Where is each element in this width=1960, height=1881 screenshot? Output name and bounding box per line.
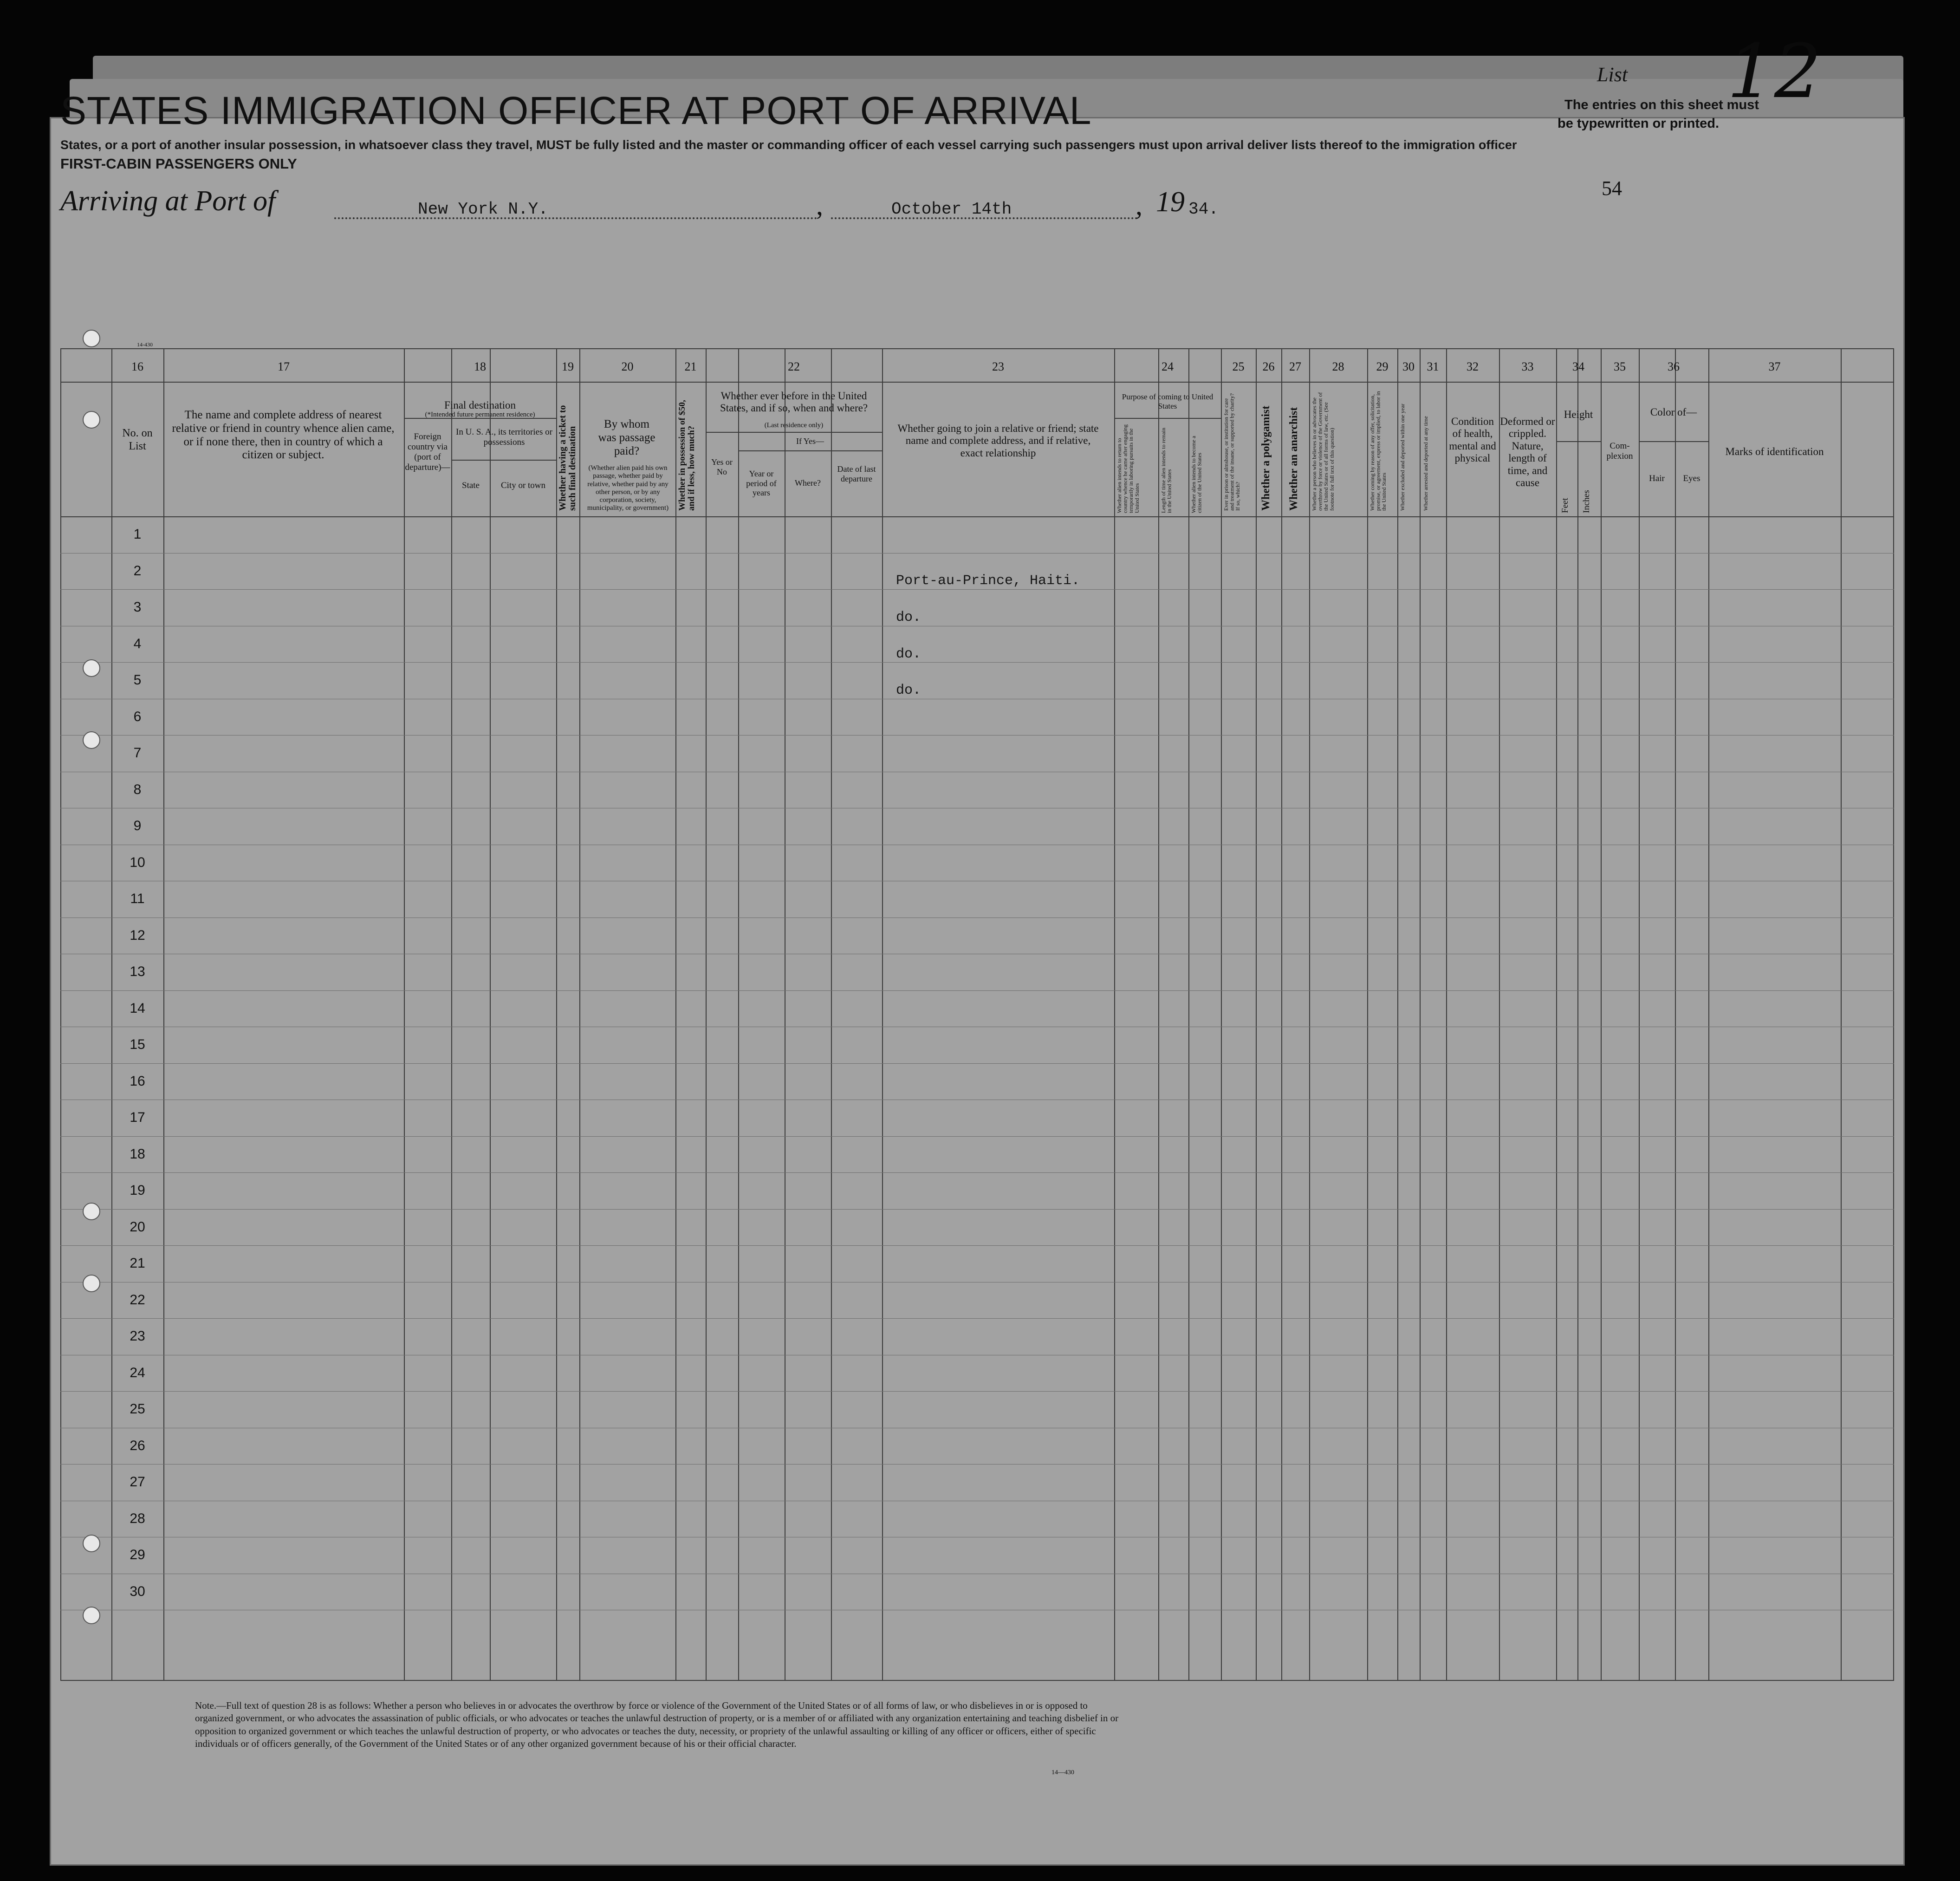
header-col22-yesno: Yes or No	[711, 457, 733, 476]
col-number: 27	[1289, 360, 1301, 373]
table-bottom-border	[60, 1680, 1894, 1681]
table-row	[60, 1063, 1894, 1064]
col-number: 21	[684, 360, 697, 373]
instruction-line-2: be typewritten or printed.	[1558, 116, 1720, 131]
table-row	[60, 1209, 1894, 1210]
year-prefix: 19	[1156, 186, 1185, 218]
row-number: 16	[130, 1073, 145, 1089]
header-col25: Ever in prison or almshouse, or institution for care and treatment of the insane, or supported by charity? If so, which?	[1223, 393, 1241, 511]
header-col18-note: (*Intended future permanent residence)	[425, 411, 535, 418]
table-row	[60, 1391, 1894, 1392]
col-number: 17	[278, 360, 290, 373]
row-number: 29	[130, 1547, 145, 1562]
col-border	[831, 348, 832, 1681]
header-col23: Whether going to join a relative or friend; state name and complete address, and if relative, exact relationship	[897, 423, 1099, 459]
header-col18-state: State	[462, 481, 480, 490]
col-number: 37	[1768, 360, 1781, 373]
header-col22-title: Whether ever before in the United States, and if so, when and where?	[720, 390, 868, 414]
col-border	[1158, 348, 1159, 1681]
col-border	[706, 348, 707, 1681]
entry-row1-destination: Port-au-Prince, Haiti.	[896, 573, 1080, 589]
row-number: 27	[130, 1474, 145, 1490]
row-number: 2	[133, 563, 142, 579]
col24-divider	[1114, 418, 1221, 419]
table-row	[60, 1172, 1894, 1173]
col-border	[1281, 348, 1282, 1681]
list-number: 12	[1727, 28, 1822, 115]
comma-separator-2: ,	[1136, 190, 1142, 221]
col22-divider	[706, 432, 882, 433]
manifest-table	[60, 348, 1894, 1681]
col-border	[738, 348, 739, 1681]
col-border	[490, 348, 491, 1681]
entry-row2-destination: do.	[896, 610, 922, 625]
page-title: STATES IMMIGRATION OFFICER AT PORT OF ARRIVAL	[60, 89, 1092, 132]
port-value: New York N.Y.	[418, 200, 548, 219]
col-number: 30	[1402, 360, 1415, 373]
col-number: 25	[1232, 360, 1245, 373]
table-row	[60, 662, 1894, 663]
header-col20-title: By whom was passage paid?	[598, 418, 655, 457]
table-row	[60, 1136, 1894, 1137]
header-col24-c: Whether alien intends to become a citizen of the United States	[1190, 436, 1203, 513]
header-col18-foreign: Foreign country via (port of departure)—	[405, 432, 450, 472]
header-col35: Com-plexion	[1606, 441, 1633, 461]
form-code-top: 14-430	[137, 341, 153, 348]
row-number: 18	[130, 1146, 145, 1162]
subtitle: States, or a port of another insular possession, in whatsoever class they travel, MUST be fully listed and the master or commanding officer of each vessel carrying such passengers must upon arrival deliver lists thereof to the immigration officer	[60, 138, 1517, 152]
col-border	[675, 348, 676, 1681]
col-number: 16	[131, 360, 143, 373]
header-col24-b: Length of time alien intends to remain in the United States	[1160, 428, 1173, 513]
header-col34-feet: Feet	[1560, 498, 1570, 513]
row-number: 22	[130, 1292, 145, 1308]
date-value: October 14th	[891, 200, 1012, 219]
header-col17: The name and complete address of nearest relative or friend in country whence alien came, or if none there, then in country of which a citizen or subject.	[172, 409, 395, 462]
col-border	[1114, 348, 1115, 1681]
table-row	[60, 1318, 1894, 1319]
header-col32: Condition of health, mental and physical	[1449, 416, 1496, 464]
row-number: 30	[130, 1583, 145, 1599]
header-col16: No. on List	[122, 427, 153, 452]
col-border	[1499, 348, 1500, 1681]
entry-row3-destination: do.	[896, 646, 922, 662]
col-number: 19	[562, 360, 574, 373]
header-col36-hair: Hair	[1649, 474, 1665, 483]
row-number: 15	[130, 1037, 145, 1052]
row-number: 28	[130, 1510, 145, 1526]
year-suffix: 34.	[1188, 200, 1219, 219]
col-border	[1256, 348, 1257, 1681]
row-number: 11	[130, 891, 145, 906]
col-border	[1420, 348, 1421, 1681]
col34-divider	[1556, 441, 1601, 442]
header-col21: Whether in possession of $50, and if less, how much?	[677, 400, 696, 511]
header-col24-title: Purpose of coming to United States	[1122, 392, 1214, 410]
col-number: 29	[1376, 360, 1389, 373]
col-border	[1841, 348, 1842, 1681]
col-border	[579, 348, 580, 1681]
col-border	[1577, 348, 1578, 1681]
col-border	[1188, 348, 1189, 1681]
header-col37: Marks of identification	[1725, 446, 1824, 457]
col-number: 24	[1162, 360, 1174, 373]
header-col20-note: (Whether alien paid his own passage, whether paid by relative, whether paid by any other person, or by any corporation, society, municipality, or government)	[587, 464, 669, 512]
col-border	[556, 348, 557, 1681]
row-number: 24	[130, 1365, 145, 1380]
row-number: 1	[133, 527, 142, 542]
row-number: 8	[133, 781, 142, 797]
col22-ifyes-divider	[738, 450, 882, 451]
col-number: 31	[1427, 360, 1439, 373]
row-number: 17	[130, 1110, 145, 1125]
binder-hole	[83, 1275, 100, 1292]
row-number: 7	[133, 745, 142, 761]
row-number: 23	[130, 1328, 145, 1344]
row-number: 12	[130, 927, 145, 943]
port-underline	[334, 217, 817, 219]
col-border	[1446, 348, 1447, 1681]
col-border	[1221, 348, 1222, 1681]
col-border	[163, 348, 164, 1681]
binder-hole	[83, 411, 100, 429]
col-number: 20	[621, 360, 634, 373]
col-number: 28	[1332, 360, 1344, 373]
header-col33: Deformed or crippled. Nature, length of time, and cause	[1500, 416, 1555, 489]
header-col27: Whether an anarchist	[1288, 407, 1300, 511]
header-col22-ifyes: If Yes—	[796, 436, 824, 446]
binder-hole	[83, 330, 100, 347]
col-border	[1639, 348, 1640, 1681]
passenger-class: FIRST-CABIN PASSENGERS ONLY	[60, 156, 297, 172]
column-number-divider	[60, 382, 1894, 383]
binder-hole	[83, 1535, 100, 1552]
row-number: 6	[133, 709, 142, 724]
col-border	[1675, 348, 1676, 1681]
table-row	[60, 990, 1894, 991]
col-number: 22	[788, 360, 800, 373]
col-number: 34	[1572, 360, 1584, 373]
header-col18-title: Final destination	[444, 399, 516, 411]
col-border	[1893, 348, 1894, 1681]
comma-separator: ,	[816, 190, 823, 221]
row-number: 25	[130, 1401, 145, 1417]
table-row	[60, 1245, 1894, 1246]
header-bottom-border	[60, 516, 1894, 517]
col-border	[1309, 348, 1310, 1681]
col-border	[60, 348, 61, 1681]
header-col22-date: Date of last departure	[837, 464, 876, 483]
col-number: 18	[474, 360, 486, 373]
header-col19: Whether having a ticket to such final destination	[558, 405, 578, 511]
instruction-line-1: The entries on this sheet must	[1564, 98, 1759, 112]
col-number: 32	[1467, 360, 1479, 373]
col-number: 26	[1262, 360, 1275, 373]
header-col24-a: Whether alien intends to return to country whence he came after engaging temporarily in laboring pursuits in the United States	[1116, 424, 1140, 513]
header-col36-eyes: Eyes	[1683, 474, 1700, 483]
col-border	[404, 348, 405, 1681]
row-number: 13	[130, 964, 145, 979]
binder-hole	[83, 659, 100, 677]
col-border	[882, 348, 883, 1681]
col-number: 36	[1668, 360, 1680, 373]
row-number: 3	[133, 599, 142, 615]
table-top-border	[60, 348, 1894, 349]
row-number: 10	[130, 854, 145, 870]
col-border	[1397, 348, 1398, 1681]
form-code-bottom: 14—430	[1051, 1769, 1074, 1776]
header-col22-year: Year or period of years	[746, 469, 777, 498]
page-number: 54	[1602, 177, 1622, 200]
header-col29: Whether coming by reason of any offer, solicitation, promise, or agreement, express or implied, to labor in the United States	[1369, 391, 1388, 511]
row-number: 9	[133, 818, 142, 833]
binder-hole	[83, 731, 100, 749]
row-number: 21	[130, 1256, 145, 1271]
header-col18-city: City or town	[500, 481, 546, 490]
header-col34-title: Height	[1564, 409, 1593, 420]
header-col28: Whether a person who believes in or advocates the overthrow by force or violence of the Government of the United States or of all forms of law, etc. (See footnote for full text of this question)	[1311, 392, 1335, 511]
col-border	[1556, 348, 1557, 1681]
arriving-label: Arriving at Port of	[60, 185, 276, 217]
header-col34-inches: Inches	[1582, 490, 1591, 513]
row-number: 20	[130, 1219, 145, 1235]
header-col22-where: Where?	[795, 478, 821, 488]
col-border	[1708, 348, 1709, 1681]
footnote: Note.—Full text of question 28 is as follows: Whether a person who believes in or advocates the overthrow by force or violence of the Government of the United States or of all forms of law, or who disbelieves in or is opposed to organized government, or who advocates the assassination of public officials, or who advocates or teaches the unlawful destruction of property, or is a member of or affiliated with any organization entertaining and teaching disbelief in or opposition to organized government or which teaches the unlawful destruction of property, or who advocates or teaches the duty, necessity, or propriety of the unlawful assaulting or killing of any officer or officers, either of specific individuals or of officers generally, of the Government of the United States or of any other organized government because of his or their official character.	[195, 1700, 1119, 1749]
col-border	[451, 348, 452, 1681]
col-number: 35	[1614, 360, 1626, 373]
header-col26: Whether a polygamist	[1260, 405, 1272, 511]
binder-hole	[83, 1203, 100, 1220]
col18-usa-divider	[451, 460, 556, 461]
col-border	[1601, 348, 1602, 1681]
list-label: List	[1597, 63, 1628, 86]
row-number: 5	[133, 672, 142, 688]
header-col36-title: Color of—	[1650, 406, 1697, 418]
col-border	[1367, 348, 1368, 1681]
header-col22-note: (Last residence only)	[764, 422, 824, 429]
col-number: 23	[992, 360, 1004, 373]
row-number: 26	[130, 1438, 145, 1453]
header-col31: Whether arrested and deported at any time	[1422, 416, 1429, 511]
header-col30: Whether excluded and deported within one year	[1399, 404, 1406, 511]
row-number: 4	[133, 636, 142, 651]
entry-row4-destination: do.	[896, 683, 922, 698]
col-number: 33	[1521, 360, 1534, 373]
header-col18-usa: In U. S. A., its territories or possessions	[456, 427, 552, 447]
col36-divider	[1639, 441, 1708, 442]
table-row	[60, 589, 1894, 590]
row-number: 14	[130, 1000, 145, 1016]
row-number: 19	[130, 1183, 145, 1198]
binder-hole	[83, 1607, 100, 1624]
